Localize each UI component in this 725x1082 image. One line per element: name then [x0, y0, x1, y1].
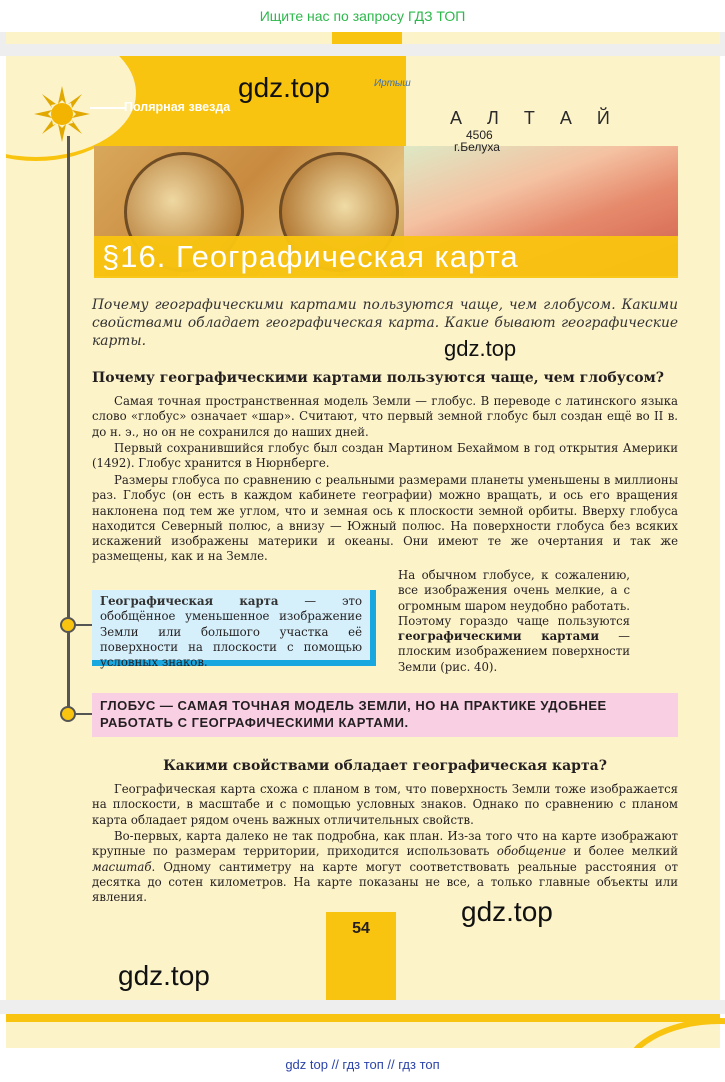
paragraph-6	[92, 829, 678, 905]
watermark: gdz.top	[118, 960, 210, 991]
map-peak-name: г.Белуха	[454, 140, 500, 154]
next-page-band	[6, 1014, 720, 1022]
watermark: gdz.top	[461, 896, 553, 927]
watermark: gdz.top	[444, 336, 517, 361]
section-label: Полярная звезда	[124, 100, 231, 114]
paragraph-1: Самая точная пространственная модель Земли — глобус. В переводе с латинского языка слово «глобус» означает «шар». Считают, что первый земной глобус был создан ещё во II в. до н. э., но он не сохранился до наших дней.	[92, 394, 678, 439]
paragraph-4-term: географическими картами	[398, 629, 600, 644]
map-region-label: А Л Т А Й	[450, 108, 620, 128]
paragraph-4	[398, 568, 630, 675]
page-number: 54	[352, 920, 370, 937]
paragraph-6-c: . Одному сантиметру на карте могут соответствовать реальные расстояния от десятка до сотен километров. На карте показаны не все, а только главные объекты или явления.	[92, 859, 678, 905]
textbook-page	[6, 56, 720, 1000]
paragraph-6-b: и более мелкий	[566, 844, 678, 859]
key-statement: ГЛОБУС — САМАЯ ТОЧНАЯ МОДЕЛЬ ЗЕМЛИ, НО НА ПРАКТИКЕ УДОБНЕЕ РАБОТАТЬ С ГЕОГРАФИЧЕСКИМИ КАРТАМИ.	[92, 693, 678, 737]
sun-icon	[34, 86, 90, 142]
top-banner[interactable]: Ищите нас по запросу ГДЗ ТОП	[0, 0, 725, 32]
ribbon-line	[90, 107, 126, 109]
bullet-dot	[60, 617, 76, 633]
paragraph-6-a: Во-первых, карта далеко не так подробна, как план. Из-за того что на карте изображают крупные по размерам территории, приходится использовать	[92, 829, 678, 859]
section-heading-2: Какими свойствами обладает географическая карта?	[163, 758, 607, 774]
map-river-label: Иртыш	[374, 78, 411, 89]
definition-term: Географическая карта	[100, 594, 279, 608]
intro-questions: Почему географическими картами пользуются чаще, чем глобусом. Какими свойствами обладает географическая карта. Какие бывают географические карты.	[92, 297, 678, 349]
paragraph-4-end: — плоским изображением поверхности Земли (рис. 40).	[398, 629, 630, 674]
watermark: gdz.top	[238, 72, 330, 103]
bullet-dot	[60, 706, 76, 722]
page-title: §16. Географическая карта	[102, 239, 519, 274]
paragraph-6-term-2: масштаб	[92, 859, 152, 874]
definition-box	[92, 590, 376, 670]
previous-page-tab	[332, 32, 402, 44]
paragraph-3: Размеры глобуса по сравнению с реальными размерами планеты уменьшены в миллионы раз. Глобус (он есть в каждом кабинете географии) можно вращать, и ось его вращения наклонена под тем же углом, что и земная ось к плоскости земной орбиты. Вверху глобуса находится Северный полюс, а внизу — Южный полюс. На поверхности глобуса без всяких искажений изображены материки и океаны. Они имеют те же очертания и так же размещены, как и на Земле.	[92, 473, 678, 564]
paragraph-5: Географическая карта схожа с планом в том, что поверхность Земли тоже изображается на плоскости, в масштабе и с помощью условных знаков. Однако по сравнению с планом карта обладает рядом очень важных отличительных свойств.	[92, 782, 678, 827]
definition-text: — это обобщённое уменьшенное изображение Земли или большого участка её поверхности на плоскости с помощью условных знаков.	[100, 594, 362, 670]
paragraph-2: Первый сохранившийся глобус был создан Мартином Бехаймом в год открытия Америки (1492). Глобус хранится в Нюрнберге.	[92, 441, 678, 471]
paragraph-4-start: На обычном глобусе, к сожалению, все изображения очень мелкие, а с огромным шаром неудобно работать. Поэтому гораздо чаще пользуются	[398, 568, 630, 628]
map-peak-height: 4506	[466, 128, 493, 142]
paragraph-6-term-1: обобщение	[496, 844, 567, 859]
page-gap	[0, 1000, 725, 1014]
bottom-links[interactable]: gdz top // гдз топ // гдз топ	[0, 1048, 725, 1082]
section-heading-1: Почему географическими картами пользуются чаще, чем глобусом?	[92, 370, 664, 386]
